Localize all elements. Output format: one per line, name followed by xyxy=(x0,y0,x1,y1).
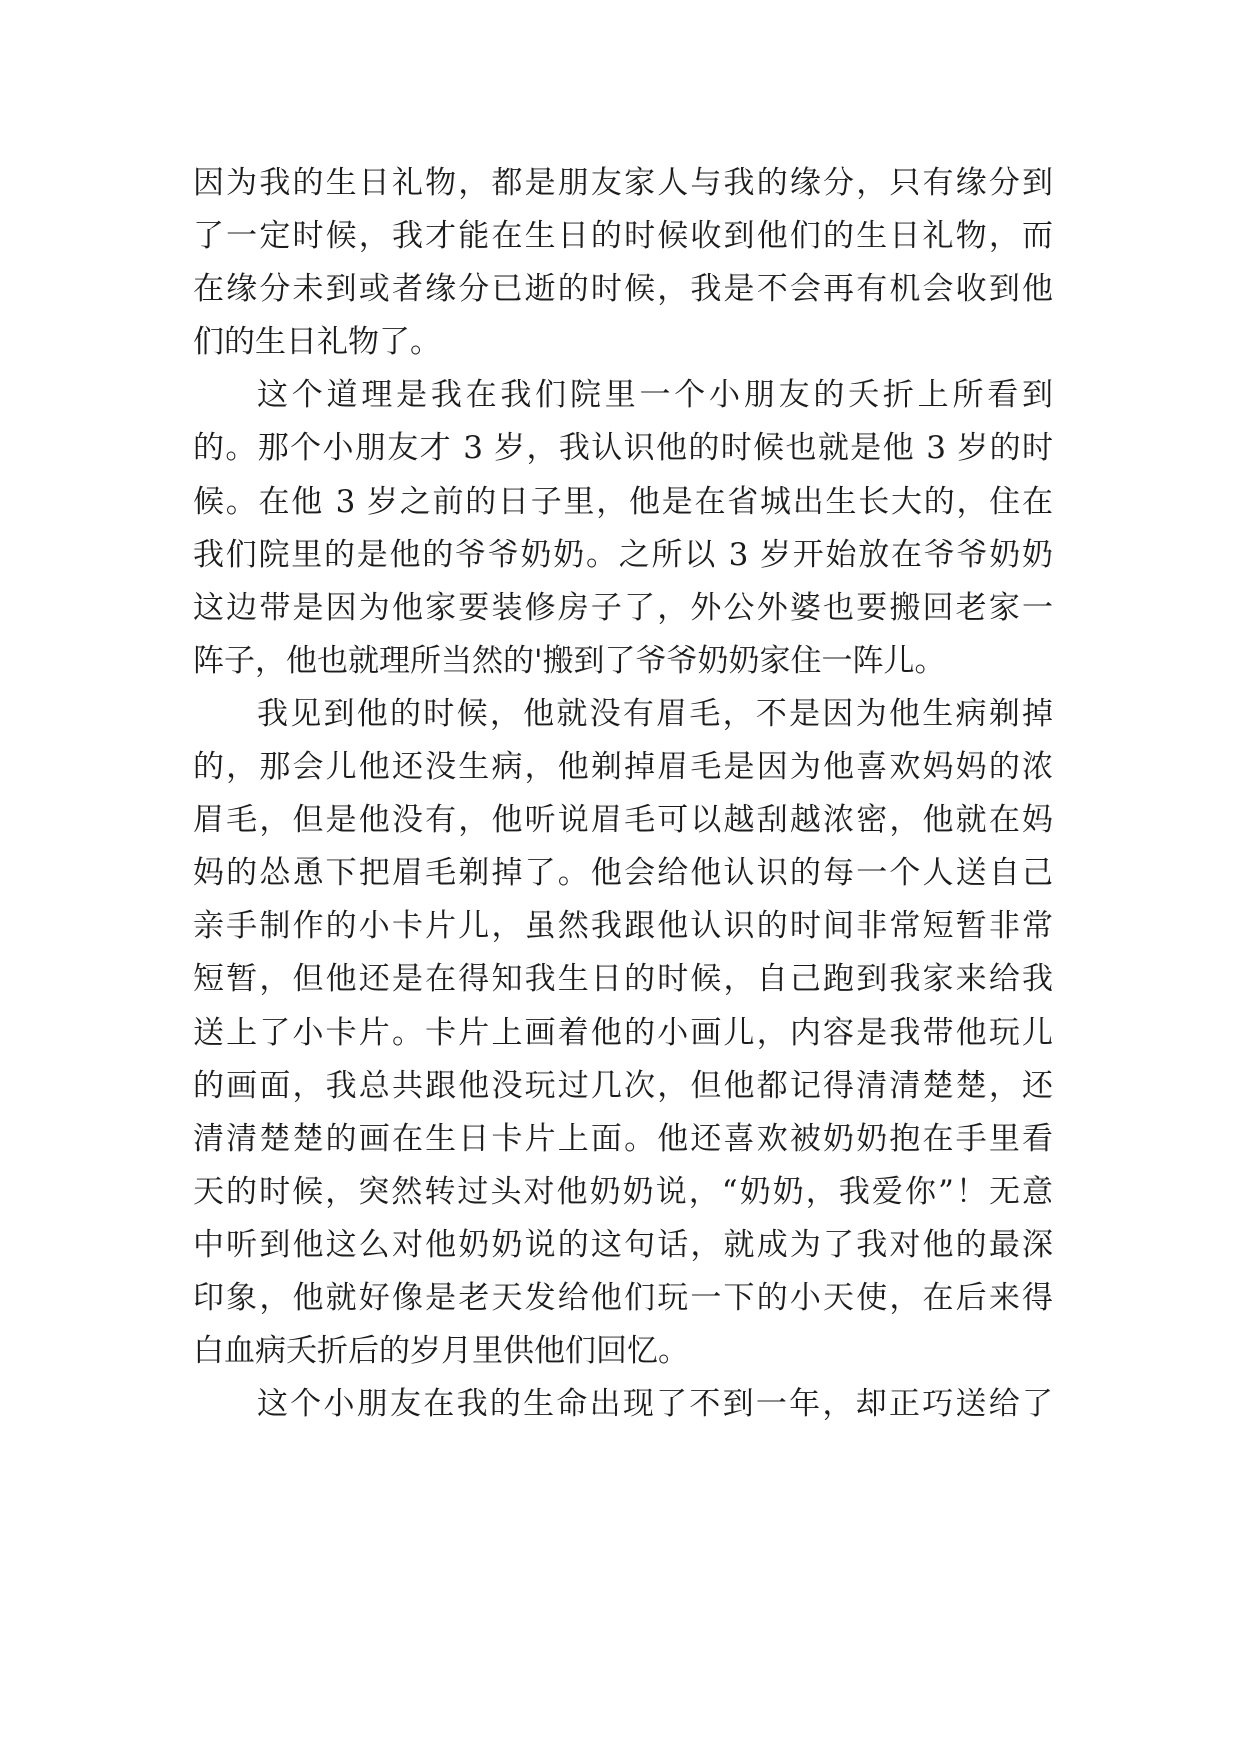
text-line: 短暂，但他还是在得知我生日的时候，自己跑到我家来给我 xyxy=(193,961,1053,998)
text-line: 在缘分未到或者缘分已逝的时候，我是不会再有机会收到他 xyxy=(193,271,1053,308)
text-line: 的画面，我总共跟他没玩过几次，但他都记得清清楚楚，还 xyxy=(193,1067,1053,1104)
paragraph-first-line: 这个小朋友在我的生命出现了不到一年，却正巧送给了 xyxy=(257,1386,1053,1423)
text-line: 的，那会儿他还没生病，他剃掉眉毛是因为他喜欢妈妈的浓 xyxy=(193,749,1053,786)
paragraph-first-line: 我见到他的时候，他就没有眉毛，不是因为他生病剃掉 xyxy=(257,695,1053,732)
text-line: 因为我的生日礼物，都是朋友家人与我的缘分，只有缘分到 xyxy=(193,165,1053,201)
text-line: 我们院里的是他的爷爷奶奶。之所以 3 岁开始放在爷爷奶奶 xyxy=(193,536,1053,573)
text-line: 妈的怂恿下把眉毛剃掉了。他会给他认识的每一个人送自己 xyxy=(193,855,1053,892)
text-line: 清清楚楚的画在生日卡片上面。他还喜欢被奶奶抱在手里看 xyxy=(193,1120,1053,1157)
text-line: 们的生日礼物了。 xyxy=(193,324,441,361)
text-line: 眉毛，但是他没有，他听说眉毛可以越刮越浓密，他就在妈 xyxy=(193,802,1053,839)
text-line: 的。那个小朋友才 3 岁，我认识他的时候也就是他 3 岁的时 xyxy=(193,430,1053,467)
text-line: 天的时候，突然转过头对他奶奶说，“奶奶，我爱你”！无意 xyxy=(193,1173,1053,1210)
paragraph-first-line: 这个道理是我在我们院里一个小朋友的夭折上所看到 xyxy=(257,377,1053,414)
body-text xyxy=(193,157,1053,1431)
text-line: 白血病夭折后的岁月里供他们回忆。 xyxy=(193,1333,689,1370)
text-line: 了一定时候，我才能在生日的时候收到他们的生日礼物，而 xyxy=(193,218,1053,255)
text-line: 送上了小卡片。卡片上画着他的小画儿，内容是我带他玩儿 xyxy=(193,1014,1053,1051)
text-line: 候。在他 3 岁之前的日子里，他是在省城出生长大的，住在 xyxy=(193,483,1053,520)
text-line: 中听到他这么对他奶奶说的这句话，就成为了我对他的最深 xyxy=(193,1226,1053,1263)
text-line: 阵子，他也就理所当然的'搬到了爷爷奶奶家住一阵儿。 xyxy=(193,642,946,679)
text-line: 印象，他就好像是老天发给他们玩一下的小天使，在后来得 xyxy=(193,1279,1053,1316)
text-line: 这边带是因为他家要装修房子了，外公外婆也要搬回老家一 xyxy=(193,589,1053,626)
text-line: 亲手制作的小卡片儿，虽然我跟他认识的时间非常短暂非常 xyxy=(193,908,1053,945)
